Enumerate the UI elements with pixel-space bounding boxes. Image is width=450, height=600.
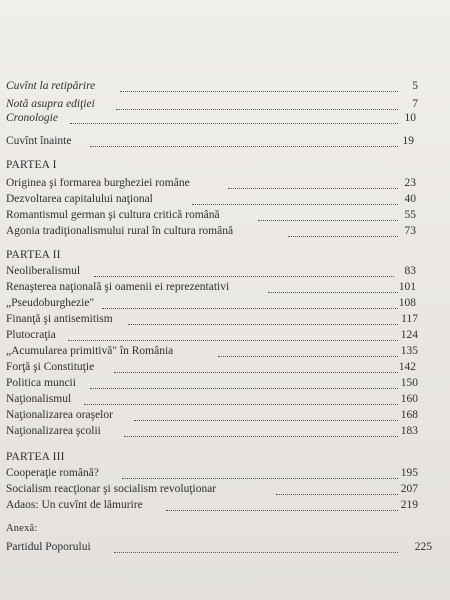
entry-title: Cuvînt înainte — [6, 135, 72, 147]
entry-page: 23 — [404, 177, 416, 189]
part-heading: PARTEA III — [6, 451, 65, 463]
toc-entry — [6, 376, 436, 390]
part-heading: PARTEA I — [6, 159, 57, 171]
dot-leader — [276, 494, 398, 495]
entry-title: Naţionalismul — [6, 393, 72, 405]
toc-entry — [6, 97, 436, 111]
toc-entry — [6, 79, 436, 93]
toc-entry — [6, 424, 436, 438]
dot-leader — [192, 204, 398, 205]
toc-entry — [6, 466, 436, 480]
entry-page: 150 — [400, 377, 418, 389]
entry-title: Forţă şi Constituţie — [6, 361, 95, 373]
entry-page: 7 — [412, 98, 418, 110]
entry-title: Socialism reacţionar şi socialism revoluţionar — [6, 483, 217, 495]
dot-leader — [134, 420, 398, 421]
toc-entry — [6, 224, 436, 238]
toc-entry — [6, 192, 436, 206]
entry-page: 108 — [398, 297, 416, 309]
entry-page: 160 — [400, 393, 418, 405]
entry-page: 142 — [398, 361, 416, 373]
dot-leader — [84, 404, 398, 405]
entry-page: 183 — [400, 425, 418, 437]
toc-entry — [6, 264, 436, 278]
part-heading: PARTEA II — [6, 249, 61, 261]
entry-page: 40 — [404, 193, 416, 205]
toc-entry — [6, 111, 436, 125]
toc-entry — [6, 134, 436, 148]
entry-title: Politica muncii — [6, 377, 76, 389]
dot-leader — [124, 436, 398, 437]
entry-page: 124 — [400, 329, 418, 341]
dot-leader — [70, 123, 398, 124]
entry-title: Naţionalizarea şcolii — [6, 425, 101, 437]
entry-title: Originea şi formarea burgheziei române — [6, 177, 190, 189]
dot-leader — [268, 292, 398, 293]
dot-leader — [102, 308, 398, 309]
dot-leader — [122, 478, 398, 479]
entry-title: Neoliberalismul — [6, 265, 81, 277]
dot-leader — [116, 109, 398, 110]
dot-leader — [114, 552, 398, 553]
entry-title: Finanţă şi antisemitism — [6, 313, 113, 325]
dot-leader — [68, 340, 398, 341]
entry-page: 19 — [402, 135, 414, 147]
dot-leader — [128, 324, 398, 325]
entry-title: Cooperaţie română? — [6, 467, 99, 479]
dot-leader — [288, 236, 398, 237]
toc-entry — [6, 312, 436, 326]
entry-title: Romantismul german şi cultura critică română — [6, 209, 220, 221]
toc-entry — [6, 482, 436, 496]
toc-entry — [6, 392, 436, 406]
annex-heading: Anexă: — [6, 523, 38, 534]
entry-title: Naţionalizarea oraşelor — [6, 409, 113, 421]
dot-leader — [218, 356, 398, 357]
toc-entry — [6, 498, 436, 512]
toc-entry — [6, 360, 436, 374]
toc-entry — [6, 176, 436, 190]
toc-entry — [6, 344, 436, 358]
dot-leader — [120, 91, 398, 92]
entry-title: Adaos: Un cuvînt de lămurire — [6, 499, 143, 511]
dot-leader — [228, 188, 398, 189]
dot-leader — [90, 146, 398, 147]
entry-title: Plutocraţia — [6, 329, 56, 341]
entry-page: 55 — [404, 209, 416, 221]
entry-title: „Pseudoburghezie" — [6, 297, 95, 309]
entry-page: 73 — [404, 225, 416, 237]
entry-title: Partidul Poporului — [6, 541, 91, 553]
entry-page: 101 — [398, 281, 416, 293]
entry-page: 168 — [400, 409, 418, 421]
dot-leader — [114, 372, 398, 373]
entry-page: 83 — [404, 265, 416, 277]
entry-page: 117 — [401, 313, 418, 325]
dot-leader — [166, 510, 398, 511]
entry-title: „Acumularea primitivă" în România — [6, 345, 174, 357]
toc-entry — [6, 540, 436, 554]
toc-entry — [6, 208, 436, 222]
toc-entry — [6, 296, 436, 310]
entry-page: 195 — [400, 467, 418, 479]
entry-title: Agonia tradiţionalismului rural în cultura română — [6, 225, 234, 237]
dot-leader — [258, 220, 398, 221]
entry-page: 5 — [412, 80, 418, 92]
toc-entry — [6, 408, 436, 422]
entry-page: 225 — [414, 541, 432, 553]
entry-title: Cuvînt la retipărire — [6, 80, 96, 92]
entry-page: 219 — [400, 499, 418, 511]
dot-leader — [94, 276, 394, 277]
entry-page: 207 — [400, 483, 418, 495]
dot-leader — [90, 388, 398, 389]
entry-title: Notă asupra ediţiei — [6, 98, 95, 110]
toc-entry — [6, 328, 436, 342]
entry-title: Renaşterea naţională şi oamenii ei reprezentativi — [6, 281, 230, 293]
entry-title: Dezvoltarea capitalului naţional — [6, 193, 153, 205]
entry-page: 10 — [404, 112, 416, 124]
toc-entry — [6, 280, 436, 294]
entry-page: 135 — [400, 345, 418, 357]
entry-title: Cronologie — [6, 112, 58, 124]
